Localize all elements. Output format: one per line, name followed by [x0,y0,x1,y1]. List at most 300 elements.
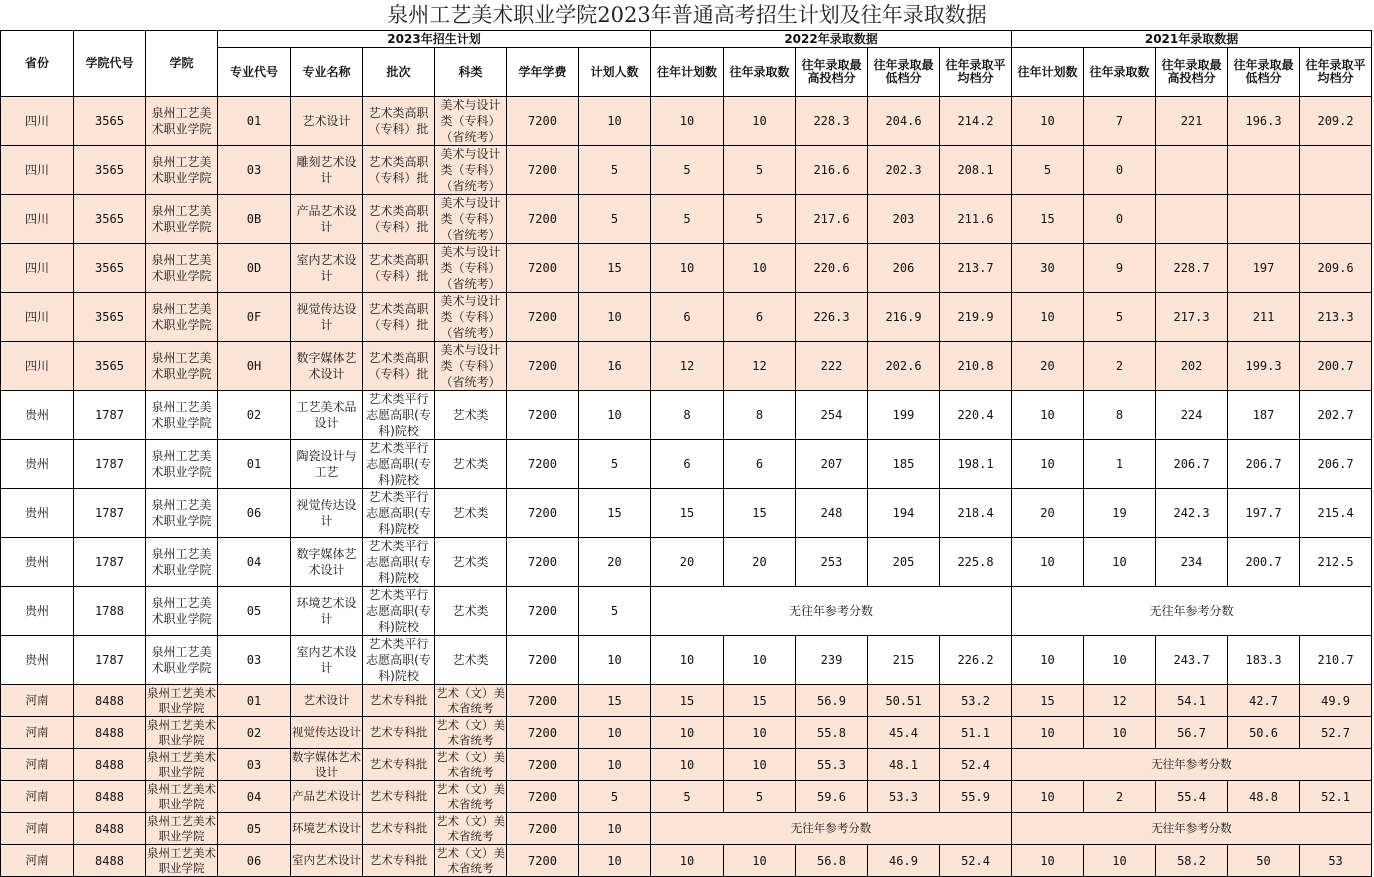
cell-tuition: 7200 [507,146,579,195]
cell-province: 四川 [1,195,74,244]
table-row [1,538,1372,587]
cell-2021-prev-max: 228.7 [1156,244,1228,293]
cell-2021-prev-max [1156,146,1228,195]
cell-province: 河南 [1,813,74,845]
cell-plan: 15 [579,244,651,293]
cell-plan: 5 [579,440,651,489]
cell-2021-prev-max: 234 [1156,538,1228,587]
cell-2021-prev-plan: 10 [1012,636,1084,685]
table-row [1,749,1372,781]
cell-tuition: 7200 [507,440,579,489]
table-row [1,391,1372,440]
cell-2021-prev-plan: 10 [1012,538,1084,587]
cell-2021-prev-max: 217.3 [1156,293,1228,342]
cell-subject: 艺术（文）美术省统考 [436,749,505,779]
cell-batch: 艺术专科批 [363,813,435,845]
cell-school: 泉州工艺美术职业学院 [146,636,218,685]
cell-2021-prev-plan: 10 [1012,293,1084,342]
cell-2021-prev-plan: 20 [1012,342,1084,391]
cell-2021-prev-min: 199.3 [1228,342,1300,391]
cell-2021-prev-avg: 206.7 [1300,440,1372,489]
cell-2022-prev-admit: 10 [724,244,796,293]
cell-subject: 美术与设计类（专科）（省统考） [435,97,507,146]
page-title: 泉州工艺美术职业学院2023年普通高考招生计划及往年录取数据 [387,3,987,27]
cell-2022-prev-plan: 15 [651,489,724,538]
cell-major-name: 产品艺术设计 [291,195,363,244]
cell-school-code: 1787 [74,489,146,538]
table-row [1,342,1372,391]
cell-school-code: 3565 [74,97,146,146]
cell-batch: 艺术类平行志愿高职(专科)院校 [363,636,435,685]
cell-2022-prev-plan: 6 [651,440,724,489]
cell-subject: 美术与设计类（专科）（省统考） [435,146,507,195]
cell-major-code: 01 [218,97,291,146]
cell-2022-prev-plan: 10 [651,97,724,146]
cell-province: 贵州 [1,636,74,685]
cell-2022-prev-min: 46.9 [868,845,940,877]
cell-subject: 美术与设计类（专科）（省统考） [435,244,507,293]
table-row [1,489,1372,538]
cell-2022-prev-max: 56.9 [796,685,868,717]
header-batch: 批次 [363,48,435,97]
cell-2022-prev-max: 220.6 [796,244,868,293]
cell-school-code: 8488 [74,781,146,813]
cell-major-code: 06 [218,845,291,877]
cell-2022-prev-max: 228.3 [796,97,868,146]
header-province: 省份 [1,31,74,97]
cell-2022-no-reference: 无往年参考分数 [651,587,1012,636]
table-row [1,717,1372,749]
cell-2022-prev-admit: 10 [724,749,796,781]
cell-2022-prev-min: 203 [868,195,940,244]
cell-batch: 艺术类高职（专科）批 [363,293,435,342]
cell-2022-prev-min: 53.3 [868,781,940,813]
cell-school-code: 3565 [74,342,146,391]
cell-2021-no-reference: 无往年参考分数 [1012,587,1372,636]
table-row [1,244,1372,293]
cell-province: 贵州 [1,489,74,538]
cell-2021-prev-min: 42.7 [1228,685,1300,717]
cell-school-code: 8488 [74,845,146,877]
cell-school-code: 1787 [74,440,146,489]
cell-major-code: 0H [218,342,291,391]
cell-2022-prev-max: 254 [796,391,868,440]
cell-major-code: 01 [218,685,291,717]
cell-2022-prev-avg: 225.8 [940,538,1012,587]
cell-school-code: 3565 [74,195,146,244]
cell-2021-prev-admit: 5 [1084,293,1156,342]
cell-plan: 10 [579,293,651,342]
cell-2021-prev-min: 50.6 [1228,717,1300,749]
cell-major-code: 03 [218,146,291,195]
cell-province: 贵州 [1,391,74,440]
cell-tuition: 7200 [507,195,579,244]
cell-major-name: 工艺美术品设计 [291,391,363,440]
cell-subject: 艺术（文）美术省统考 [436,685,505,715]
header-group-2022: 2022年录取数据 [651,31,1012,48]
cell-plan: 20 [579,538,651,587]
cell-plan: 10 [579,813,651,845]
cell-school-code: 1787 [74,636,146,685]
cell-2022-prev-plan: 5 [651,195,724,244]
cell-2021-prev-plan: 30 [1012,244,1084,293]
cell-tuition: 7200 [507,845,579,877]
table-row [1,845,1372,877]
cell-province: 贵州 [1,440,74,489]
cell-2022-prev-admit: 15 [724,489,796,538]
cell-tuition: 7200 [507,813,579,845]
cell-2021-prev-min: 197.7 [1228,489,1300,538]
cell-2022-prev-plan: 10 [651,749,724,781]
cell-major-name: 室内艺术设计 [291,244,363,293]
cell-2021-prev-plan: 20 [1012,489,1084,538]
cell-school: 泉州工艺美术职业学院 [147,813,216,843]
cell-2021-prev-plan: 10 [1012,845,1084,877]
cell-tuition: 7200 [507,685,579,717]
cell-2021-prev-min [1228,195,1300,244]
cell-plan: 10 [579,717,651,749]
cell-major-name: 产品艺术设计 [291,781,363,813]
header-school-code: 学院代号 [74,31,146,97]
cell-2022-prev-admit: 10 [724,636,796,685]
cell-2021-no-reference: 无往年参考分数 [1012,749,1372,781]
cell-2021-prev-avg: 215.4 [1300,489,1372,538]
cell-2022-prev-avg: 51.1 [940,717,1012,749]
header-2022-prev-max: 往年录取最高投档分 [796,48,868,97]
cell-batch: 艺术类高职（专科）批 [363,244,435,293]
cell-2021-prev-admit: 0 [1084,146,1156,195]
cell-tuition: 7200 [507,489,579,538]
cell-2021-prev-min: 50 [1228,845,1300,877]
cell-2022-prev-min: 48.1 [868,749,940,781]
cell-plan: 5 [579,146,651,195]
cell-school-code: 1788 [74,587,146,636]
cell-2022-prev-max: 216.6 [796,146,868,195]
cell-school-code: 1787 [74,391,146,440]
cell-province: 贵州 [1,587,74,636]
cell-2022-prev-plan: 5 [651,781,724,813]
cell-2022-prev-avg: 213.7 [940,244,1012,293]
cell-2022-prev-min: 202.3 [868,146,940,195]
cell-subject: 艺术（文）美术省统考 [436,813,505,843]
cell-2022-prev-plan: 10 [651,717,724,749]
admission-table [0,30,1372,877]
cell-2021-prev-admit: 10 [1084,717,1156,749]
cell-school: 泉州工艺美术职业学院 [147,781,216,811]
cell-2022-prev-plan: 20 [651,538,724,587]
cell-province: 四川 [1,342,74,391]
table-row [1,146,1372,195]
table-row [1,195,1372,244]
cell-2021-prev-avg: 52.1 [1300,781,1372,813]
cell-2022-prev-admit: 8 [724,391,796,440]
cell-2021-prev-avg: 209.2 [1300,97,1372,146]
header-major-code: 专业代号 [218,48,291,97]
cell-tuition: 7200 [507,717,579,749]
cell-batch: 艺术类平行志愿高职(专科)院校 [363,440,435,489]
cell-batch: 艺术专科批 [363,749,435,781]
cell-2021-prev-avg: 52.7 [1300,717,1372,749]
cell-tuition: 7200 [507,342,579,391]
cell-major-code: 03 [218,636,291,685]
cell-major-code: 04 [218,781,291,813]
cell-subject: 艺术类 [435,440,507,489]
cell-subject: 美术与设计类（专科）（省统考） [435,195,507,244]
cell-2022-prev-avg: 198.1 [940,440,1012,489]
cell-major-name: 环境艺术设计 [291,813,363,845]
cell-2022-prev-min: 216.9 [868,293,940,342]
cell-tuition: 7200 [507,587,579,636]
cell-2021-prev-admit: 9 [1084,244,1156,293]
cell-major-name: 视觉传达设计 [291,293,363,342]
cell-batch: 艺术类平行志愿高职(专科)院校 [363,489,435,538]
cell-2021-prev-min: 206.7 [1228,440,1300,489]
cell-2021-prev-plan: 10 [1012,781,1084,813]
cell-school: 泉州工艺美术职业学院 [146,440,218,489]
cell-2021-prev-max: 54.1 [1156,685,1228,717]
cell-school: 泉州工艺美术职业学院 [146,146,218,195]
cell-2021-prev-min: 196.3 [1228,97,1300,146]
cell-2021-prev-admit: 2 [1084,342,1156,391]
cell-plan: 5 [579,587,651,636]
cell-major-code: 0D [218,244,291,293]
cell-school-code: 8488 [74,749,146,781]
cell-subject: 美术与设计类（专科）（省统考） [435,342,507,391]
cell-2021-prev-max: 242.3 [1156,489,1228,538]
cell-school-code: 3565 [74,146,146,195]
header-2022-prev-min: 往年录取最低档分 [868,48,940,97]
cell-tuition: 7200 [507,749,579,781]
cell-2022-prev-max: 56.8 [796,845,868,877]
cell-batch: 艺术类高职（专科）批 [363,146,435,195]
cell-2021-prev-max: 56.7 [1156,717,1228,749]
header-2021-prev-plan: 往年计划数 [1012,48,1084,97]
header-group-2023: 2023年招生计划 [218,31,651,48]
cell-2022-prev-min: 45.4 [868,717,940,749]
cell-major-name: 陶瓷设计与工艺 [291,440,363,489]
cell-2021-prev-plan: 10 [1012,97,1084,146]
cell-batch: 艺术专科批 [363,717,435,749]
cell-2021-prev-admit: 19 [1084,489,1156,538]
cell-2022-prev-admit: 15 [724,685,796,717]
cell-2022-prev-max: 248 [796,489,868,538]
cell-2022-prev-admit: 5 [724,146,796,195]
cell-major-name: 数字媒体艺术设计 [291,538,363,587]
cell-plan: 15 [579,489,651,538]
cell-2022-prev-plan: 15 [651,685,724,717]
cell-school-code: 8488 [74,685,146,717]
cell-2022-prev-plan: 6 [651,293,724,342]
cell-2022-prev-avg: 220.4 [940,391,1012,440]
cell-school: 泉州工艺美术职业学院 [147,685,216,715]
cell-major-code: 05 [218,587,291,636]
cell-2022-prev-avg: 210.8 [940,342,1012,391]
cell-2022-prev-min: 194 [868,489,940,538]
cell-2022-prev-min: 202.6 [868,342,940,391]
cell-2021-prev-min: 48.8 [1228,781,1300,813]
cell-school: 泉州工艺美术职业学院 [146,391,218,440]
header-2021-prev-min: 往年录取最低档分 [1228,48,1300,97]
cell-2021-prev-admit: 12 [1084,685,1156,717]
cell-2021-prev-admit: 0 [1084,195,1156,244]
cell-2022-prev-max: 217.6 [796,195,868,244]
cell-2021-prev-max: 206.7 [1156,440,1228,489]
cell-batch: 艺术类高职（专科）批 [363,195,435,244]
cell-plan: 5 [579,195,651,244]
cell-2021-prev-max [1156,195,1228,244]
table-row [1,685,1372,717]
cell-subject: 艺术类 [435,587,507,636]
cell-2021-prev-max: 224 [1156,391,1228,440]
cell-subject: 艺术类 [435,489,507,538]
cell-2022-prev-plan: 12 [651,342,724,391]
cell-2022-prev-max: 253 [796,538,868,587]
cell-plan: 16 [579,342,651,391]
cell-major-name: 数字媒体艺术设计 [291,342,363,391]
cell-2021-prev-avg: 202.7 [1300,391,1372,440]
cell-batch: 艺术类平行志愿高职(专科)院校 [363,538,435,587]
cell-2022-prev-admit: 12 [724,342,796,391]
cell-2022-prev-avg: 52.4 [940,845,1012,877]
cell-2021-prev-admit: 8 [1084,391,1156,440]
header-school: 学院 [146,31,218,97]
cell-2022-prev-avg: 208.1 [940,146,1012,195]
cell-2022-prev-min: 215 [868,636,940,685]
cell-plan: 15 [579,685,651,717]
cell-tuition: 7200 [507,293,579,342]
cell-2021-prev-max: 58.2 [1156,845,1228,877]
cell-subject: 艺术类 [435,636,507,685]
cell-2022-prev-avg: 211.6 [940,195,1012,244]
cell-province: 四川 [1,293,74,342]
cell-2022-prev-max: 226.3 [796,293,868,342]
cell-2021-prev-admit: 10 [1084,845,1156,877]
table-row [1,587,1372,636]
cell-2021-prev-admit: 1 [1084,440,1156,489]
header-tuition: 学年学费 [507,48,579,97]
cell-school: 泉州工艺美术职业学院 [147,845,216,875]
cell-2021-prev-plan: 15 [1012,685,1084,717]
cell-tuition: 7200 [507,97,579,146]
cell-2022-prev-min: 205 [868,538,940,587]
cell-2021-prev-plan: 5 [1012,146,1084,195]
cell-subject: 美术与设计类（专科）（省统考） [435,293,507,342]
cell-2022-prev-avg: 226.2 [940,636,1012,685]
cell-2022-prev-admit: 6 [724,440,796,489]
cell-2021-prev-avg: 53 [1300,845,1372,877]
cell-province: 河南 [1,717,74,749]
cell-2021-prev-min: 197 [1228,244,1300,293]
cell-2022-prev-max: 239 [796,636,868,685]
header-2022-prev-plan: 往年计划数 [651,48,724,97]
cell-major-code: 0F [218,293,291,342]
header-subject: 科类 [435,48,507,97]
cell-2022-prev-admit: 6 [724,293,796,342]
cell-major-name: 雕刻艺术设计 [291,146,363,195]
cell-2021-prev-plan: 10 [1012,391,1084,440]
cell-major-code: 02 [218,717,291,749]
cell-plan: 10 [579,97,651,146]
cell-2021-prev-admit: 2 [1084,781,1156,813]
cell-batch: 艺术专科批 [363,685,435,717]
cell-batch: 艺术专科批 [363,781,435,813]
cell-school-code: 3565 [74,293,146,342]
cell-2022-prev-plan: 10 [651,244,724,293]
cell-2021-prev-min: 211 [1228,293,1300,342]
header-plan: 计划人数 [579,48,651,97]
cell-major-code: 05 [218,813,291,845]
cell-school: 泉州工艺美术职业学院 [146,97,218,146]
table-row [1,781,1372,813]
cell-2022-prev-admit: 10 [724,97,796,146]
cell-2021-prev-min: 200.7 [1228,538,1300,587]
cell-2022-prev-min: 185 [868,440,940,489]
table-row [1,97,1372,146]
cell-2021-prev-avg: 213.3 [1300,293,1372,342]
cell-2022-no-reference: 无往年参考分数 [651,813,1012,845]
header-2021-prev-avg: 往年录取平均档分 [1300,48,1372,97]
cell-major-code: 04 [218,538,291,587]
cell-2022-prev-admit: 5 [724,781,796,813]
cell-province: 四川 [1,97,74,146]
cell-plan: 10 [579,636,651,685]
cell-school: 泉州工艺美术职业学院 [146,342,218,391]
cell-province: 河南 [1,749,74,781]
cell-tuition: 7200 [507,636,579,685]
table-row [1,636,1372,685]
cell-batch: 艺术类高职（专科）批 [363,97,435,146]
cell-2022-prev-min: 204.6 [868,97,940,146]
cell-school: 泉州工艺美术职业学院 [146,244,218,293]
cell-2021-prev-avg [1300,146,1372,195]
cell-2022-prev-min: 206 [868,244,940,293]
cell-school: 泉州工艺美术职业学院 [147,717,216,747]
cell-2021-prev-min: 183.3 [1228,636,1300,685]
cell-2022-prev-plan: 8 [651,391,724,440]
cell-2021-prev-avg: 209.6 [1300,244,1372,293]
cell-major-name: 视觉传达设计 [291,717,363,749]
cell-2021-prev-max: 243.7 [1156,636,1228,685]
cell-2021-prev-plan: 10 [1012,717,1084,749]
cell-batch: 艺术类高职（专科）批 [363,342,435,391]
cell-school-code: 3565 [74,244,146,293]
table-row [1,440,1372,489]
cell-plan: 10 [579,749,651,781]
cell-school: 泉州工艺美术职业学院 [146,293,218,342]
cell-batch: 艺术类平行志愿高职(专科)院校 [363,391,435,440]
cell-batch: 艺术专科批 [363,845,435,877]
header-2022-prev-admit: 往年录取数 [724,48,796,97]
cell-major-name: 艺术设计 [291,685,363,717]
cell-tuition: 7200 [507,244,579,293]
table-body [1,97,1372,877]
cell-plan: 10 [579,845,651,877]
cell-2021-prev-admit: 10 [1084,636,1156,685]
cell-batch: 艺术类平行志愿高职(专科)院校 [363,587,435,636]
cell-2022-prev-avg: 214.2 [940,97,1012,146]
cell-school-code: 1787 [74,538,146,587]
cell-major-name: 室内艺术设计 [291,845,363,877]
cell-2021-prev-admit: 7 [1084,97,1156,146]
cell-major-code: 06 [218,489,291,538]
cell-subject: 艺术类 [435,538,507,587]
cell-2022-prev-plan: 10 [651,845,724,877]
cell-2022-prev-avg: 218.4 [940,489,1012,538]
cell-subject: 艺术类 [435,391,507,440]
cell-major-code: 01 [218,440,291,489]
cell-school: 泉州工艺美术职业学院 [146,195,218,244]
cell-2021-prev-avg: 49.9 [1300,685,1372,717]
